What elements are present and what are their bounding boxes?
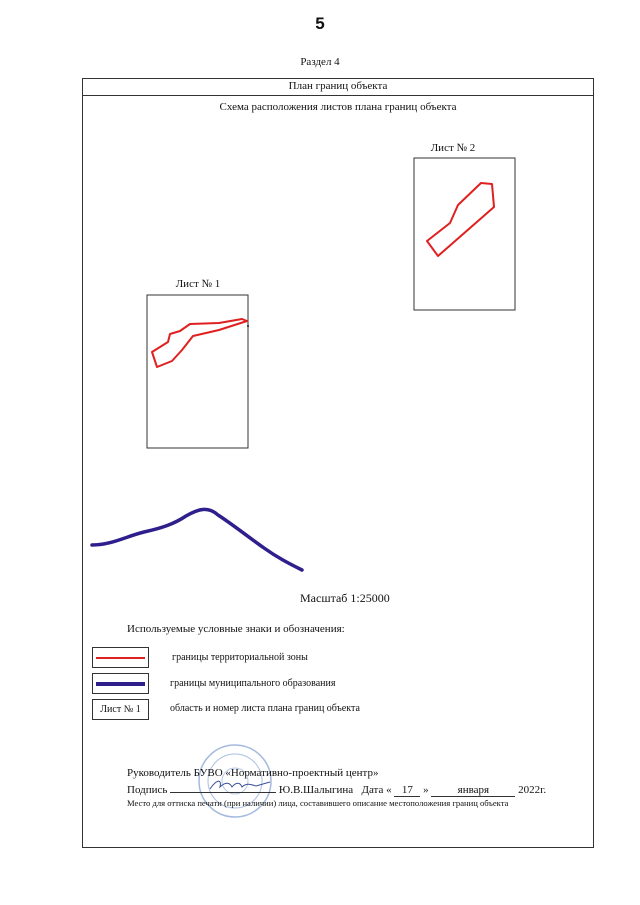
date-day-close: »	[423, 784, 429, 796]
sign-label: Подпись	[127, 784, 168, 796]
date-year: 2022г.	[518, 784, 547, 796]
signatory-name: Ю.В.Шалыгина	[278, 784, 354, 796]
zone-border-2	[427, 183, 494, 256]
map-scale: Масштаб 1:25000	[300, 591, 390, 605]
legend-symbol-municipal	[92, 673, 149, 694]
legend-text-zone: границы территориальной зоны	[172, 652, 308, 663]
legend-text-sheet: область и номер листа плана границ объекта	[170, 703, 360, 714]
page-number: 5	[315, 14, 325, 33]
frame-title: План границ объекта	[82, 78, 594, 96]
sheet-2-label: Лист № 2	[430, 142, 476, 154]
legend-title: Используемые условные знаки и обозначения:	[127, 623, 345, 635]
legend-symbol-zone	[92, 647, 149, 668]
stamp-place-note: Место для оттиска печати (при наличии) лица, составившего описание местоположения границ объекта	[127, 798, 509, 808]
handwritten-signature	[170, 778, 276, 792]
sheet-layout-map	[82, 96, 594, 586]
point-marker	[247, 325, 249, 327]
municipal-border	[92, 509, 302, 570]
sheet-1-frame	[147, 295, 248, 448]
signatory-title: Руководитель БУВО «Нормативно-проектный центр»	[127, 767, 379, 779]
date-month: января	[431, 784, 515, 797]
sheet-1-label: Лист № 1	[175, 278, 221, 290]
legend-text-municipal: границы муниципального образования	[170, 678, 336, 689]
date-label: Дата «	[361, 784, 392, 796]
signature-field	[170, 781, 276, 793]
signature-line	[127, 781, 546, 797]
section-heading: Раздел 4	[300, 56, 340, 68]
scheme-title: Схема расположения листов плана границ объекта	[219, 101, 457, 113]
legend-symbol-sheet: Лист № 1	[92, 699, 149, 720]
date-day: 17	[394, 784, 420, 797]
zone-border-1	[152, 319, 247, 367]
